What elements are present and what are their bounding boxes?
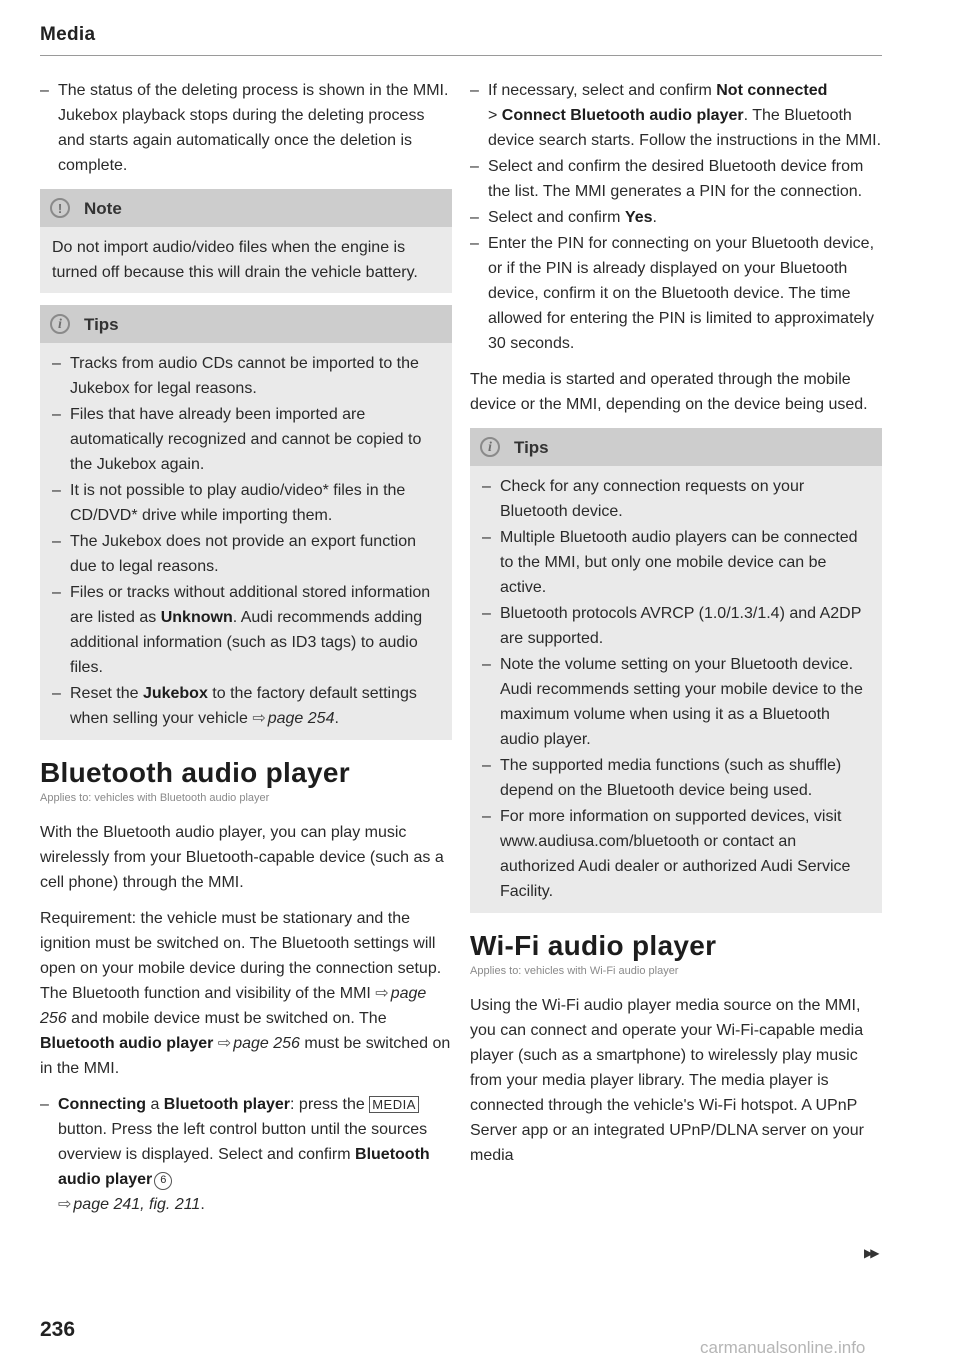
applies-to-note: Applies to: vehicles with Wi-Fi audio player: [470, 965, 679, 977]
arrow-right-icon: ⇨: [252, 710, 266, 727]
list-item: – Select and confirm the desired Bluetooth device from the list. The MMI generates a PIN for the connection.: [470, 154, 882, 204]
note-body: [40, 227, 452, 293]
list-item: – Bluetooth protocols AVRCP (1.0/1.3/1.4) and A2DP are supported.: [482, 601, 870, 651]
text-span: . Audi recommends adding additional information (such as ID3 tags) to audio files.: [70, 609, 423, 676]
note-text: Do not import audio/video files when the engine is turned off because this will drain the vehicle battery.: [52, 239, 418, 281]
list-item: – Multiple Bluetooth audio players can be connected to the MMI, but only one mobile device can be active.: [482, 525, 870, 600]
list-item: – Files that have already been imported are automatically recognized and cannot be copied to the Jukebox again.: [52, 402, 440, 477]
text-span: to the factory default settings when selling your vehicle: [70, 685, 417, 727]
text-span: .: [652, 209, 657, 226]
tips-box-header: [470, 428, 882, 466]
text-span: .: [200, 1196, 205, 1213]
note-box: [40, 189, 452, 293]
tips-title: Tips: [514, 437, 549, 457]
text-span: button. Press the left control button until the sources overview is displayed. Select and confirm: [58, 1121, 428, 1163]
bluetooth-audio-player-term: Bluetooth audio player: [40, 1035, 214, 1052]
steps-list: [470, 78, 882, 356]
tips-list: [482, 474, 870, 904]
bluetooth-audio-player-term: Bluetooth audio player: [58, 1146, 430, 1188]
intro-list: [40, 78, 452, 178]
figure-reference-link[interactable]: page 241, fig. 211: [73, 1196, 201, 1213]
not-connected-term: Not connected: [716, 82, 828, 99]
text-span: : press the: [290, 1096, 370, 1113]
text-span: must be switched on in the MMI.: [40, 1035, 451, 1077]
text-span: If necessary, select and confirm: [488, 82, 717, 99]
arrow-right-icon: ⇨: [217, 1035, 232, 1052]
list-item: [52, 681, 440, 731]
text-span: Reset the: [70, 685, 143, 702]
list-item: [52, 580, 440, 680]
left-column: [40, 78, 452, 1228]
callout-number-icon: 6: [154, 1172, 172, 1190]
tips-title: Tips: [84, 314, 119, 334]
tips-box: [40, 305, 452, 740]
text-span: Requirement: the vehicle must be stationary and the ignition must be switched on. The Bluetooth settings will open on your mobile device during the connection setup. The Bluetooth function and visibility of the MMI: [40, 910, 442, 1002]
list-item: – The status of the deleting process is shown in the MMI. Jukebox playback stops during the deleting process and starts again automatically once the deletion is complete.: [40, 78, 452, 178]
tips-box: [470, 428, 882, 913]
paragraph: With the Bluetooth audio player, you can play music wirelessly from your Bluetooth-capable device (such as a cell phone) through the MMI.: [40, 824, 444, 891]
tips-box-header: [40, 305, 452, 343]
arrow-right-icon: ⇨: [58, 1196, 72, 1213]
jukebox-term: Jukebox: [142, 685, 208, 702]
yes-term: Yes: [624, 209, 653, 226]
page-reference-link[interactable]: page 256: [233, 1035, 300, 1052]
continue-arrow-icon: ▶▶: [864, 1246, 877, 1260]
list-item: – The Jukebox does not provide an export function due to legal reasons.: [52, 529, 440, 579]
list-item: – Check for any connection requests on your Bluetooth device.: [482, 474, 870, 524]
page-number: 236: [40, 1318, 76, 1341]
section-header-title: Media: [40, 24, 96, 45]
tips-list: [52, 351, 440, 731]
header-divider: [40, 55, 882, 56]
list-item: – Enter the PIN for connecting on your Bluetooth device, or if the PIN is already displayed on your Bluetooth device, confirm it on the Bluetooth device. The time allowed for entering the PIN is limited to approximately 30 seconds.: [470, 231, 882, 356]
menu-separator: >: [488, 107, 502, 124]
watermark: carmanualsonline.info: [700, 1338, 866, 1357]
list-item: – It is not possible to play audio/video* files in the CD/DVD* drive while importing them.: [52, 478, 440, 528]
text-span: and mobile device must be switched on. The: [66, 1010, 387, 1027]
page-reference-link[interactable]: page 254: [267, 710, 335, 727]
arrow-right-icon: ⇨: [375, 985, 389, 1002]
bluetooth-player-term: Bluetooth player: [163, 1096, 291, 1113]
text-span: .: [334, 710, 339, 727]
note-box-header: [40, 189, 452, 227]
info-icon: i: [480, 437, 500, 457]
list-item: [470, 205, 882, 230]
paragraph: [40, 906, 452, 1081]
note-title: Note: [84, 198, 122, 218]
section-heading: Wi-Fi audio player: [470, 930, 717, 961]
page-reference-link[interactable]: page 256: [40, 985, 427, 1027]
list-item: – Note the volume setting on your Bluetooth device. Audi recommends setting your mobile device to the maximum volume when using it as a Bluetooth audio player.: [482, 652, 870, 752]
paragraph: The media is started and operated through the mobile device or the MMI, depending on the device being used.: [470, 371, 868, 413]
text-span: Files or tracks without additional stored information are listed as: [70, 584, 431, 626]
page-header: [40, 24, 882, 56]
text-span: Select and confirm: [488, 209, 625, 226]
list-item: [40, 1092, 452, 1217]
unknown-term: Unknown: [160, 609, 233, 626]
text-span: a: [146, 1096, 164, 1113]
info-icon: i: [50, 314, 70, 334]
text-span: . The Bluetooth device search starts. Follow the instructions in the MMI.: [488, 107, 882, 149]
applies-to-note: Applies to: vehicles with Bluetooth audio player: [40, 792, 270, 804]
tips-body: [470, 466, 882, 913]
connect-bt-player-term: Connect Bluetooth audio player: [501, 107, 744, 124]
list-item: – For more information on supported devices, visit www.audiusa.com/bluetooth or contact an authorized Audi dealer or authorized Audi Service Facility.: [482, 804, 870, 904]
tips-body: [40, 343, 452, 740]
list-item: [470, 78, 882, 153]
right-column: [470, 78, 882, 1179]
connecting-term: Connecting: [58, 1096, 146, 1113]
connecting-list: [40, 1092, 452, 1217]
list-item: – Tracks from audio CDs cannot be imported to the Jukebox for legal reasons.: [52, 351, 440, 401]
section-heading: Bluetooth audio player: [40, 757, 350, 788]
paragraph: Using the Wi-Fi audio player media source on the MMI, you can connect and operate your Wi-Fi-capable media player (such as a smartphone) to wirelessly play music from your media player library. The media player is connected through the vehicle's Wi-Fi hotspot. A UPnP Server app or an integrated UPnP/DLNA server on your media: [470, 997, 864, 1164]
list-item: – The supported media functions (such as shuffle) depend on the Bluetooth device being used.: [482, 753, 870, 803]
media-key: MEDIA: [369, 1096, 419, 1113]
exclamation-icon: !: [50, 198, 70, 218]
